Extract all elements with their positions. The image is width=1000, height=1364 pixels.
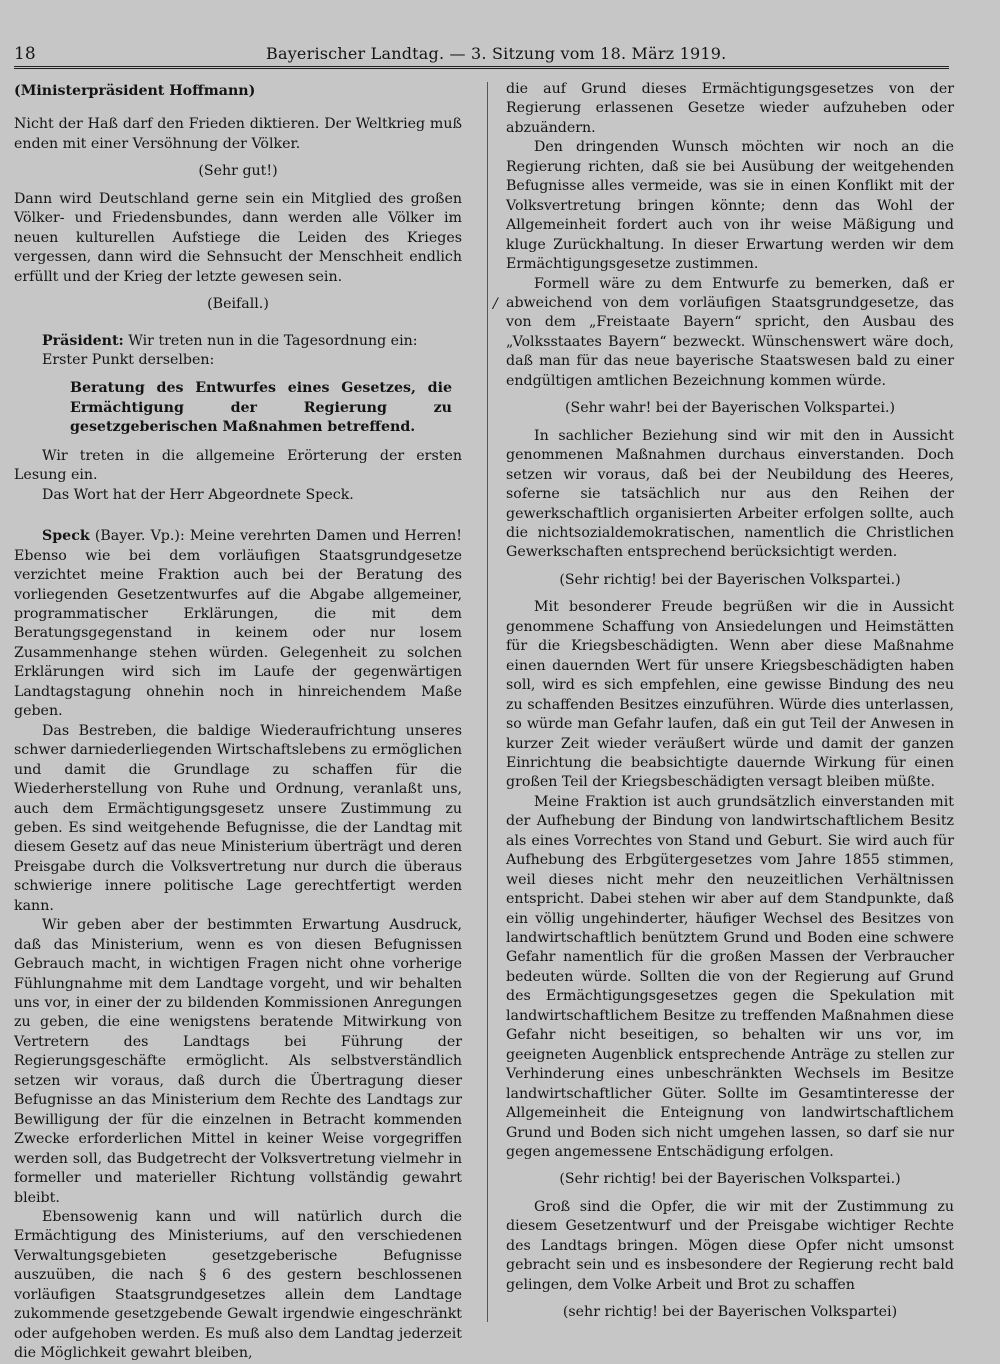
paragraph: Ebensowenig kann und will natürlich durch die Ermächtigung des Ministeriums, auf den verschiedenen Verwaltungsgebieten gesetzgeberische Befugnisse auszuüben, die nach § 6 des gestern beschlossenen vorläufigen Staatsgrundgesetzes allein dem Landtage zukommende gesetzgebende Gewalt irgendwie eingeschränkt oder aufgehoben werden. Es muß also dem Landtag jederzeit die Möglichkeit gewahrt bleiben, bbox=[14, 1209, 462, 1362]
paragraph: Den dringenden Wunsch möchten wir noch an die Regierung richten, daß sie bei Ausübung der weitgehenden Befugnisse alles vermeide, was sie in einen Konflikt mit der Volksvertretung bringen könnte; denn das Wohl der Allgemeinheit fordert auch von ihr weise Mäßigung und kluge Zurückhaltung. In dieser Erwartung werden wir dem Ermächtigungsgesetze zustimmen. bbox=[506, 139, 954, 273]
paragraph: Mit besonderer Freude begrüßen wir die in Aussicht genommene Schaffung von Ansiedelungen und Heimstätten für die Kriegsbeschädigten. Wenn aber diese Maßnahme einen dauernden Wert für unsere Kriegsbeschädigten haben soll, wird es sich empfehlen, eine gewisse Bindung des neu zu schaffenden Besitzes einzuführen. Würde dies unterlassen, so würde man Gefahr laufen, daß ein gut Teil der Anwesen in kurzer Zeit wieder veräußert würde und damit der ganzen Einrichtung die beabsichtigte dauernde Wirkung für einen großen Teil der Kriegsbeschädigten versagt bleiben müßte. bbox=[506, 599, 954, 791]
paragraph: Das Wort hat der Herr Abgeordnete Speck. bbox=[42, 486, 354, 503]
remark: (Sehr gut!) bbox=[198, 163, 278, 180]
speech-text: (Bayer. Vp.): Meine verehrten Damen und Herren! Ebenso wie bei dem vorläufigen Staatsgrundgesetze verzichtet meine Fraktion auch bei der Beratung des vorliegenden Gesetzentwurfes auf die Abgabe allgemeiner, programmatischer Erklärungen, die mit dem Beratungsgegenstand in keinem oder nur losem Zusammenhange stehen würden. Gelegenheit zu solchen Erklärungen wird sich im Laufe der gegenwärtigen Landtagstagung ohnehin noch in hinreichendem Maße geben. bbox=[14, 528, 462, 720]
paragraph: Wir treten in die allgemeine Erörterung der ersten Lesung ein. bbox=[14, 447, 462, 484]
agenda-item-title: Beratung des Entwurfes eines Gesetzes, die Ermächtigung der Regierung zu gesetzgeberischen Maßnahmen betreffend. bbox=[70, 380, 452, 436]
paragraph: Groß sind die Opfer, die wir mit der Zustimmung zu diesem Gesetzentwurf und der Preisgabe wichtiger Rechte des Landtags bringen. Mögen diese Opfer nicht umsonst gebracht sein und es insbesondere der Regierung recht bald gelingen, dem Volke Arbeit und Brot zu schaffen bbox=[506, 1198, 954, 1293]
paragraph: Formell wäre zu dem Entwurfe zu bemerken, daß er abweichend von dem vorläufigen Staatsgrundgesetze, das von dem „Freistaate Bayern“ spricht, den Ausbau des „Volksstaates Bayern“ bezweckt. Wünschenswert wäre doch, daß man für das neue bayerische Staatswesen bald zu einer endgültigen amtlichen Bezeichnung kommen würde. bbox=[506, 275, 954, 389]
paragraph: die auf Grund dieses Ermächtigungsgesetzes von der Regierung erlassenen Gesetze wieder aufzuheben oder abzuändern. bbox=[506, 81, 954, 136]
speaker-label: Speck bbox=[42, 528, 90, 545]
spacer bbox=[14, 370, 462, 379]
remark: (Sehr richtig! bei der Bayerischen Volkspartei.) bbox=[559, 571, 901, 588]
right-column bbox=[506, 80, 954, 1331]
speaker-label: Präsident: bbox=[42, 332, 124, 349]
paragraph: Wir geben aber der bestimmten Erwartung Ausdruck, daß das Ministerium, wenn es von diesen Befugnissen Gebrauch macht, in wichtigen Fragen nicht ohne vorherige Fühlungnahme mit dem Landtage vorgeht, und wir behalten uns vor, in einer der zu bildenden Kommissionen Anregungen zu geben, die eine wenigstens beratende Mitwirkung von Vertretern des Landtags bei Führung der Regierungsgeschäfte ermöglicht. Als selbstverständlich setzen wir voraus, daß durch die Übertragung dieser Befugnisse an das Ministerium dem Rechte des Landtags zur Bewilligung der für die einzelnen in Betracht kommenden Zwecke erforderlichen Mittel in keiner Weise vorgegriffen werden soll, das Budgetrecht der Volksvertretung vielmehr in formeller und materieller Richtung vollständig gewahrt bleibt. bbox=[14, 917, 462, 1206]
president-statement bbox=[14, 332, 462, 351]
spacer bbox=[14, 438, 462, 447]
speck-speech bbox=[14, 527, 462, 722]
spacer bbox=[14, 323, 462, 332]
margin-mark: / bbox=[493, 296, 498, 312]
column-divider bbox=[487, 82, 488, 1322]
statement-text: Wir treten nun in die Tagesordnung ein: bbox=[128, 332, 418, 349]
paragraph: Das Bestreben, die baldige Wiederaufrichtung unseres schwer darniederliegenden Wirtschaftslebens zu ermöglichen und damit die Grundlage zu schaffen für die Wiederherstellung von Ruhe und Ordnung, veranlaßt uns, auch dem Ermächtigungsgesetz unsere Zustimmung zu geben. Es sind weitgehende Befugnisse, die der Landtag mit diesem Gesetz auf das neue Ministerium überträgt und deren Preisgabe durch die Volksvertretung nur durch die überaus schwierige innere politische Lage gerechtfertigt werden kann. bbox=[14, 722, 462, 914]
spacer bbox=[14, 505, 462, 527]
running-head: Bayerischer Landtag. — 3. Sitzung vom 18. März 1919. bbox=[266, 44, 727, 63]
remark: (sehr richtig! bei der Bayerischen Volkspartei) bbox=[562, 1304, 898, 1321]
remark: (Sehr richtig! bei der Bayerischen Volkspartei.) bbox=[559, 1171, 901, 1188]
page-number: 18 bbox=[14, 44, 36, 64]
remark: (Sehr wahr! bei der Bayerischen Volkspartei.) bbox=[564, 400, 896, 417]
agenda-point: Erster Punkt derselben: bbox=[42, 351, 215, 368]
page-header bbox=[14, 40, 949, 69]
paragraph: Meine Fraktion ist auch grundsätzlich einverstanden mit der Aufhebung der Bindung von landwirtschaftlichem Besitz als eines Vorrechtes von Stand und Geburt. Sie wird auch für Aufhebung des Erbgütergesetzes vom Jahre 1855 stimmen, weil dieses nicht mehr den neuzeitlichen Verhältnissen entspricht. Dabei stehen wir aber auf dem Standpunkte, daß ein völlig ungehinderter, häufiger Wechsel des Besitzes von landwirtschaftlich benütztem Grund und Boden eine schwere Gefahr namentlich für die großen Massen der Verbraucher bedeuten würde. Sollten die von der Regierung auf Grund des Ermächtigungsgesetzes gegen die Spekulation mit landwirtschaftlichem Besitze zu treffenden Maßnahmen diese Gefahr nicht beseitigen, so behalten wir uns vor, im geeigneten Augenblick entsprechende Anträge zu stellen zur Verhinderung eines unbeschränkten Wechsels im Besitze landwirtschaftlicher Güter. Sollte im Gesamtinteresse der Allgemeinheit die Enteignung von landwirtschaftlichem Grund und Boden sich nicht umgehen lassen, so darf sie nur gegen angemessene Entschädigung erfolgen. bbox=[506, 793, 954, 1161]
paragraph: Nicht der Haß darf den Frieden diktieren. Der Weltkrieg muß enden mit einer Versöhnung der Völker. bbox=[14, 116, 462, 152]
speaker-heading: (Ministerpräsident Hoffmann) bbox=[14, 83, 256, 99]
paragraph: Dann wird Deutschland gerne sein ein Mitglied des großen Völker- und Friedensbundes, dann werden alle Völker im neuen kulturellen Aufstiege die Leiden des Krieges vergessen, dann wird die Sehnsucht der Menschheit endlich erfüllt und der Krieg der letzte gewesen sein. bbox=[14, 190, 462, 285]
paragraph: In sachlicher Beziehung sind wir mit den in Aussicht genommenen Maßnahmen durchaus einverstanden. Doch setzen wir voraus, daß bei der Neubildung des Heeres, soferne sie tatsächlich nur aus den Reihen der gewerkschaftlich organisierten Arbeiter erfolgen sollte, auch die nichtsozialdemokratischen, namentlich die Christlichen Gewerkschaften entsprechend berücksichtigt werden. bbox=[506, 427, 954, 561]
remark: (Beifall.) bbox=[207, 296, 269, 313]
left-column bbox=[14, 82, 462, 1364]
